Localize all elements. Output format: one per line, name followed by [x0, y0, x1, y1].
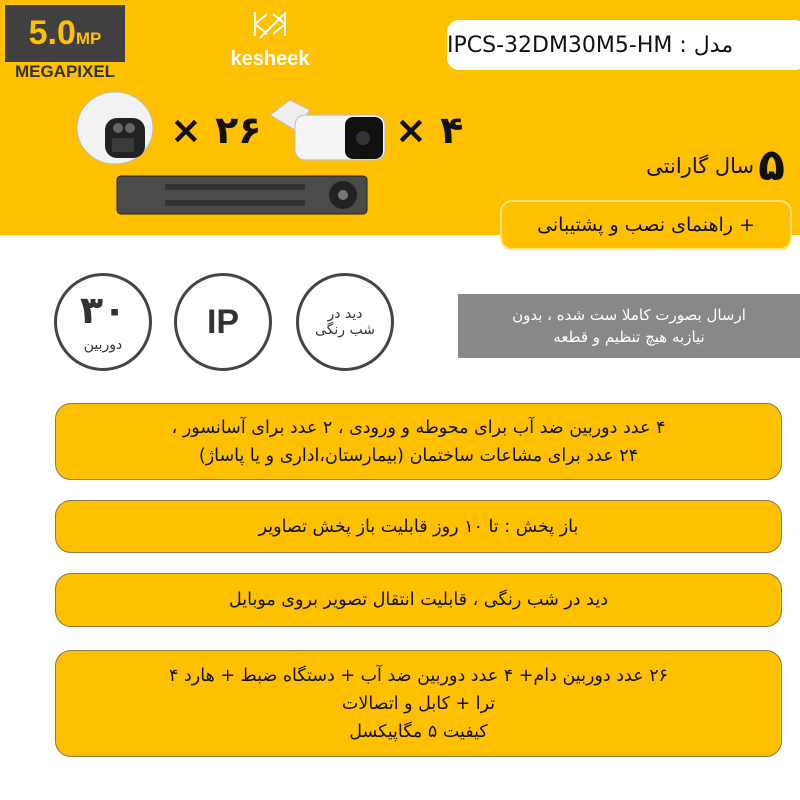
logo-icon — [252, 10, 288, 40]
model-label: مدل : — [679, 32, 734, 58]
shipping-note — [458, 294, 800, 358]
feature-box-package — [55, 650, 782, 757]
model-box — [447, 20, 800, 70]
nvr-recorder-icon — [115, 172, 370, 217]
megapixel-label: MEGAPIXEL — [14, 62, 116, 81]
ip-label: IP — [206, 302, 240, 341]
bullet-camera-icon — [265, 95, 390, 170]
brand-name: kesheek — [230, 48, 310, 70]
mp-unit: MP — [75, 28, 102, 48]
feature-box-cameras — [55, 403, 782, 480]
camera-count-label: دوربین — [83, 337, 123, 353]
feature-line: ۴ عدد دوربین ضد آب برای محوطه و ورودی ، ۲ عدد برای آسانسور ، — [171, 417, 666, 438]
feature-box-night-vision — [55, 573, 782, 627]
ip-circle — [174, 273, 272, 371]
warranty — [646, 140, 785, 191]
support-badge: + راهنمای نصب و پشتیبانی — [500, 200, 792, 250]
night-vision-line1: دید در — [327, 306, 363, 322]
night-vision-line2: شب رنگی — [315, 322, 375, 338]
camera-count-circle — [54, 273, 152, 371]
dome-count: × ۲۶ — [170, 108, 262, 152]
warranty-years: ۵ — [758, 140, 785, 191]
feature-line: ۲۶ عدد دوربین دام+ ۴ عدد دوربین ضد آب + دستگاه ضبط + هارد ۴ — [169, 665, 669, 686]
note-line1: ارسال بصورت کاملا ست شده ، بدون — [512, 305, 746, 324]
feature-line: ۲۴ عدد برای مشاعات ساختمان (بیمارستان،اداری و یا پاساژ) — [198, 445, 639, 466]
note-line2: نیازبه هیچ تنظیم و قطعه — [553, 328, 705, 346]
brand-logo — [230, 10, 310, 71]
feature-line: دید در شب رنگی ، قابلیت انتقال تصویر بروی موبایل — [229, 590, 608, 610]
mp-value: 5.0 — [28, 14, 76, 52]
megapixel-badge — [5, 5, 125, 62]
night-vision-circle — [296, 273, 394, 371]
feature-box-playback — [55, 500, 782, 553]
feature-line: باز پخش : تا ۱۰ روز قابلیت باز پخش تصاویر — [258, 516, 579, 537]
camera-count-value: ۳۰ — [79, 288, 127, 332]
model-value: IPCS-32DM30M5-HM — [447, 32, 673, 58]
warranty-text: سال گارانتی — [646, 153, 755, 178]
feature-line: کیفیت ۵ مگاپیکسل — [349, 721, 488, 742]
dome-camera-icon — [70, 88, 160, 173]
bullet-count: × ۴ — [395, 108, 464, 152]
feature-line: ترا + کابل و اتصالات — [341, 693, 496, 714]
